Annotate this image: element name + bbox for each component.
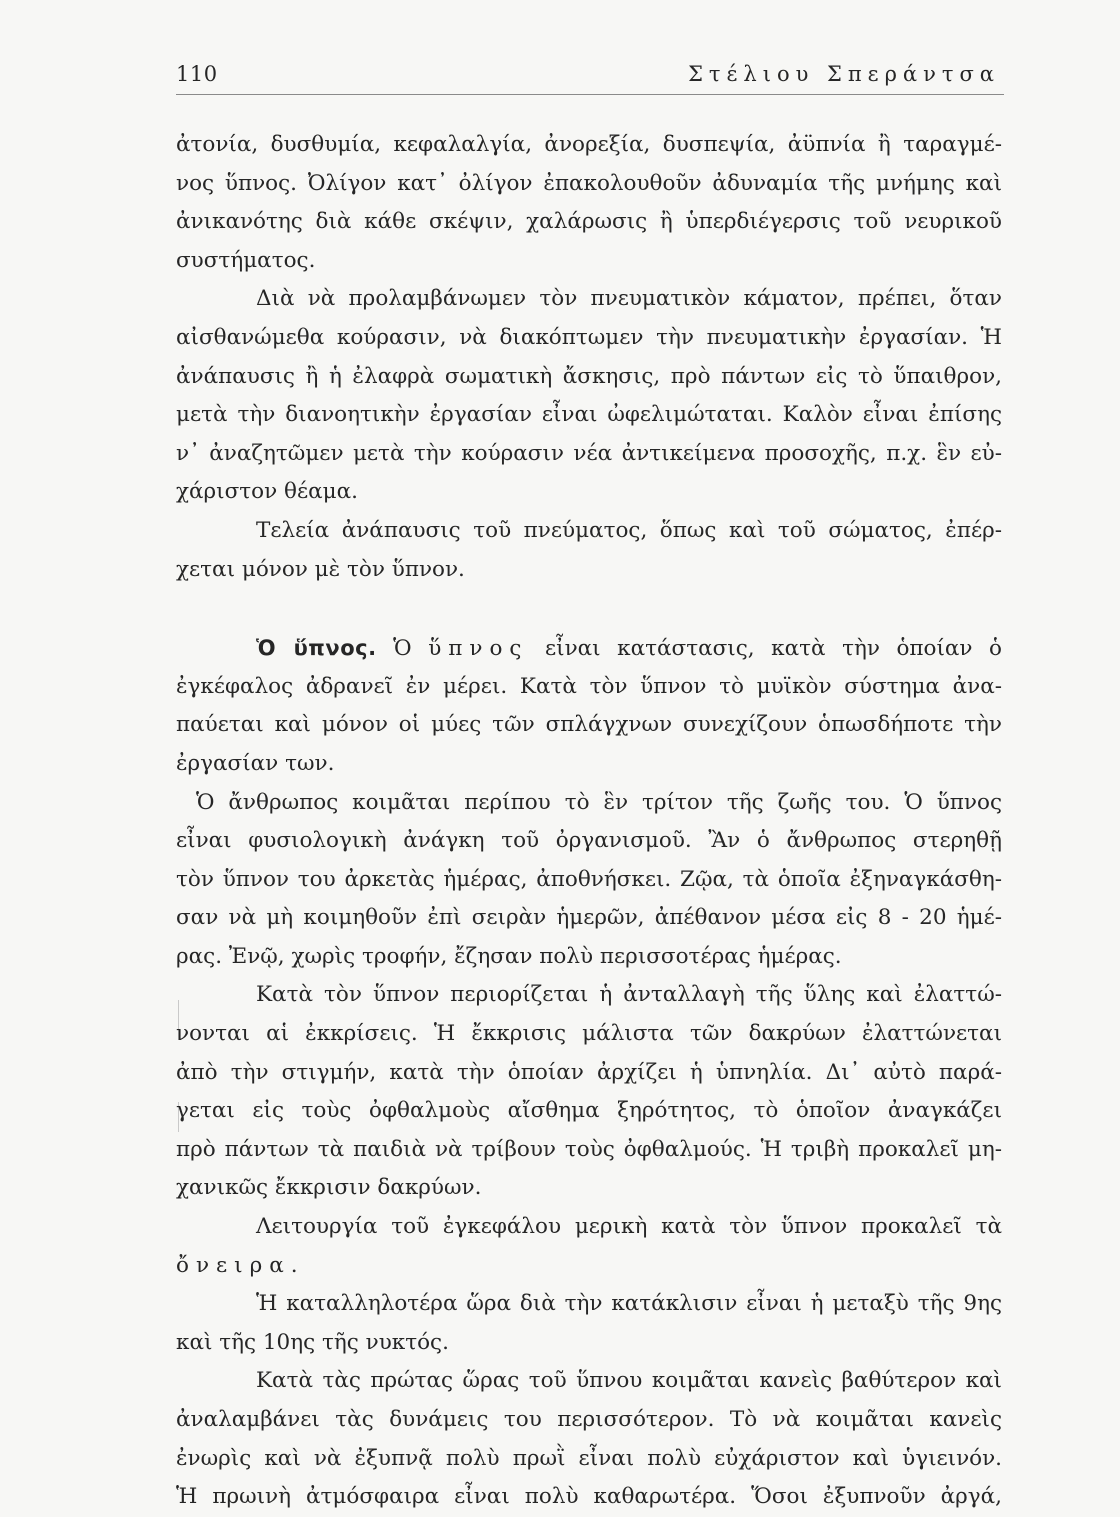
text-line: ἐνωρὶς καὶ νὰ ἐξυπνᾷ πολὺ πρωῒ εἶναι πολὺ εὐχάριστον καὶ ὑγιεινόν. xyxy=(176,1445,1002,1471)
text-fragment: εἶναι κατάστασις, κατὰ τὴν ὁποίαν ὁ xyxy=(545,636,1002,662)
text-line: συστήματος. xyxy=(176,247,316,273)
text-line: χεται μόνον μὲ τὸν ὕπνον. xyxy=(176,556,465,582)
text-line: ἀτονία, δυσθυμία, κεφαλαλγία, ἀνορεξία, δυσπεψία, ἀϋπνία ἢ ταραγμέ- xyxy=(176,132,1002,157)
body-text xyxy=(176,126,1002,1517)
text-line: εἶναι φυσιολογικὴ ἀνάγκη τοῦ ὀργανισμοῦ. Ἂν ὁ ἄνθρωπος στερηθῇ xyxy=(176,828,1002,854)
text-line: χάριστον θέαμα. xyxy=(176,479,358,505)
page-header xyxy=(176,58,1004,95)
text-line: Κατὰ τὸν ὕπνον περιορίζεται ἡ ἀνταλλαγὴ τῆς ὕλης καὶ ἐλαττώ- xyxy=(256,982,1002,1008)
section-gap xyxy=(176,589,1002,629)
text-line: Τελεία ἀνάπαυσις τοῦ πνεύματος, ὅπως καὶ τοῦ σώματος, ἐπέρ- xyxy=(256,517,1002,543)
text-line: ἐργασίαν των. xyxy=(176,750,335,776)
text-line: Ὁ ἄνθρωπος κοιμᾶται περίπου τὸ ἓν τρίτον τῆς ζωῆς του. Ὁ ὕπνος xyxy=(196,789,1002,815)
text-line: ρας. Ἐνῷ, χωρὶς τροφήν, ἔζησαν πολὺ περισσοτέρας ἡμέρας. xyxy=(176,943,842,969)
running-head-author: Στέλιου Σπεράντσα xyxy=(688,62,1000,86)
text-line: ἀνάπαυσις ἢ ἡ ἐλαφρὰ σωματικὴ ἄσκησις, πρὸ πάντων εἰς τὸ ὕπαιθρον, xyxy=(176,363,1002,389)
emphasized-word: ὄνειρα. xyxy=(176,1252,305,1278)
text-line: μετὰ τὴν διανοητικὴν ἐργασίαν εἶναι ὠφελιμώταται. Καλὸν εἶναι ἐπίσης xyxy=(176,402,1002,428)
text-line: Ἡ καταλληλοτέρα ὥρα διὰ τὴν κατάκλισιν εἶναι ἡ μεταξὺ τῆς 9ης xyxy=(256,1291,1002,1317)
lead-word-prefix: Ὁ xyxy=(393,636,412,662)
text-line: τὸν ὕπνον του ἀρκετὰς ἡμέρας, ἀποθνήσκει. Ζῷα, τὰ ὁποῖα ἐξηναγκάσθη- xyxy=(176,866,1002,892)
section-heading: Ὁ ὕπνος. xyxy=(256,636,377,661)
text-line: ἀνικανότης διὰ κάθε σκέψιν, χαλάρωσις ἢ ὑπερδιέγερσις τοῦ νευρικοῦ xyxy=(176,209,1002,235)
text-line: Λειτουργία τοῦ ἐγκεφάλου μερικὴ κατὰ τὸν ὕπνον προκαλεῖ τὰ xyxy=(256,1214,1002,1240)
text-line: χανικῶς ἔκκρισιν δακρύων. xyxy=(176,1175,482,1201)
text-line: παύεται καὶ μόνον οἱ μύες τῶν σπλάγχνων συνεχίζουν ὁπωσδήποτε τὴν xyxy=(176,712,1002,738)
lead-word-spaced: ὕπνος xyxy=(428,636,529,662)
text-line: γεται εἰς τοὺς ὀφθαλμοὺς αἴσθημα ξηρότητος, τὸ ὁποῖον ἀναγκάζει xyxy=(176,1098,1002,1124)
text-line: πρὸ πάντων τὰ παιδιὰ νὰ τρίβουν τοὺς ὀφθαλμούς. Ἡ τριβὴ προκαλεῖ μη- xyxy=(176,1136,1002,1162)
page-number: 110 xyxy=(176,62,218,86)
text-line: Διὰ νὰ προλαμβάνωμεν τὸν πνευματικὸν κάματον, πρέπει, ὅταν xyxy=(256,286,1002,312)
text-line: ἀπὸ τὴν στιγμήν, κατὰ τὴν ὁποίαν ἀρχίζει ἡ ὑπνηλία. Δι᾽ αὐτὸ παρά- xyxy=(176,1059,1002,1085)
text-line: Κατὰ τὰς πρώτας ὥρας τοῦ ὕπνου κοιμᾶται κανεὶς βαθύτερον καὶ xyxy=(256,1368,1002,1394)
text-line: ἀναλαμβάνει τὰς δυνάμεις του περισσότερον. Τὸ νὰ κοιμᾶται κανεὶς xyxy=(176,1407,1002,1432)
section-first-line xyxy=(176,629,1002,668)
text-line: αἰσθανώμεθα κούρασιν, νὰ διακόπτωμεν τὴν πνευματικὴν ἐργασίαν. Ἡ xyxy=(176,324,1002,350)
text-line xyxy=(176,1247,1002,1286)
text-line: Ἡ πρωινὴ ἀτμόσφαιρα εἶναι πολὺ καθαρωτέρα. Ὅσοι ἐξυπνοῦν ἀργά, xyxy=(176,1484,1002,1510)
text-line: ἐγκέφαλος ἀδρανεῖ ἐν μέρει. Κατὰ τὸν ὕπνον τὸ μυϊκὸν σύστημα ἀνα- xyxy=(176,673,1002,699)
text-line: καὶ τῆς 10ης τῆς νυκτός. xyxy=(176,1329,449,1355)
text-line: νονται αἱ ἐκκρίσεις. Ἡ ἔκκρισις μάλιστα τῶν δακρύων ἐλαττώνεται xyxy=(176,1021,1002,1047)
text-line: σαν νὰ μὴ κοιμηθοῦν ἐπὶ σειρὰν ἡμερῶν, ἀπέθανον μέσα εἰς 8 - 20 ἡμέ- xyxy=(176,905,1002,931)
text-line: ν᾽ ἀναζητῶμεν μετὰ τὴν κούρασιν νέα ἀντικείμενα προσοχῆς, π.χ. ἓν εὐ- xyxy=(176,440,1002,466)
text-line: νος ὕπνος. Ὀλίγον κατ᾽ ὀλίγον ἐπακολουθοῦν ἀδυναμία τῆς μνήμης καὶ xyxy=(176,170,1002,196)
